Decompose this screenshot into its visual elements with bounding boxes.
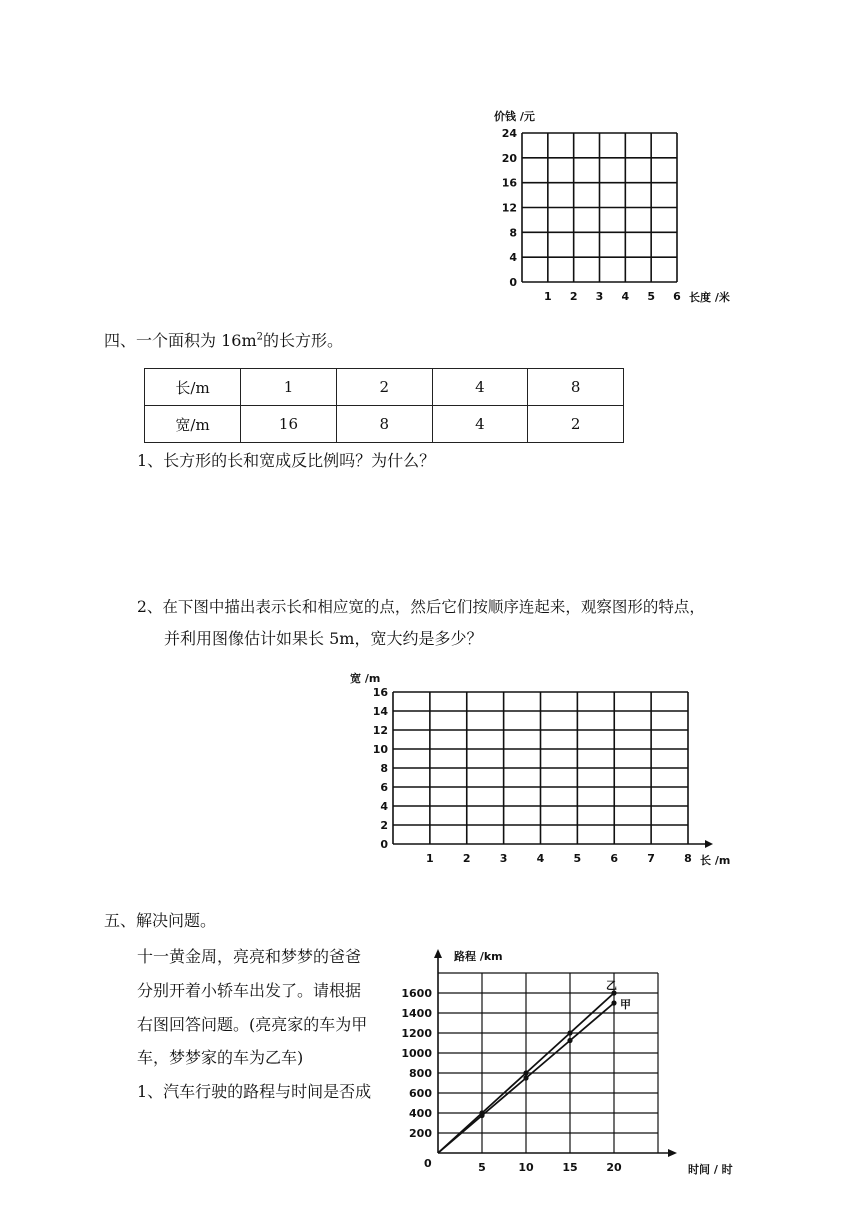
y-tick-label: 8	[509, 226, 517, 240]
section5-heading: 五、解决问题。	[104, 911, 217, 930]
y-tick-label: 2	[380, 819, 388, 832]
x-tick-label: 2	[462, 852, 471, 865]
y-tick-label: 12	[372, 724, 388, 737]
length-width-table	[144, 368, 624, 443]
y-tick-label: 16	[372, 686, 388, 699]
table-cell: 1	[241, 369, 337, 406]
chart3-xlabel: 时间 / 时	[688, 1163, 733, 1176]
series-label: 乙	[606, 979, 617, 992]
table-cell: 2	[528, 406, 624, 443]
chart2-x-arrowhead	[705, 840, 713, 848]
x-tick-label: 3	[499, 852, 508, 865]
table-cell: 8	[336, 406, 432, 443]
y-tick-label: 14	[372, 705, 388, 718]
y-tick-label: 400	[409, 1107, 432, 1120]
y-tick-label: 1200	[401, 1027, 432, 1040]
y-tick-label: 1600	[401, 987, 432, 1000]
x-tick-label: 10	[518, 1161, 534, 1174]
table-cell: 4	[432, 369, 528, 406]
x-tick-label: 5	[478, 1161, 486, 1174]
y-tick-label: 0	[509, 276, 517, 289]
chart3-y-arrowhead	[434, 949, 442, 958]
series-point	[523, 1070, 528, 1075]
x-tick-label: 4	[536, 852, 545, 865]
y-tick-label: 12	[501, 201, 517, 215]
table-cell: 宽/m	[145, 406, 241, 443]
x-tick-label: 2	[569, 290, 578, 303]
series-point	[611, 1000, 616, 1005]
chart3-x-arrowhead	[668, 1149, 677, 1157]
section5-para-line-5: 1、汽车行驶的路程与时间是否成	[137, 1082, 372, 1101]
y-tick-label: 24	[501, 127, 517, 140]
y-tick-label: 8	[380, 762, 388, 775]
x-tick-label: 20	[606, 1161, 622, 1174]
series-label: 甲	[620, 998, 631, 1011]
table-row-width	[145, 406, 624, 443]
chart2-xlabel: 长 /m	[700, 854, 731, 867]
chart3-origin-label: 0	[424, 1157, 432, 1170]
x-tick-label: 6	[673, 290, 681, 303]
chart1-ylabel: 价钱 /元	[494, 110, 535, 123]
table-cell: 4	[432, 406, 528, 443]
question-4-2-line2: 并利用图像估计如果长 5m，宽大约是多少？	[164, 629, 483, 648]
section4-heading-sup: 2	[256, 331, 263, 343]
series-point	[567, 1038, 572, 1043]
y-tick-label: 200	[409, 1127, 432, 1140]
x-tick-label: 1	[544, 290, 552, 303]
table-cell: 8	[528, 369, 624, 406]
y-tick-label: 0	[380, 838, 388, 851]
y-tick-label: 800	[409, 1067, 432, 1080]
x-tick-label: 7	[647, 852, 655, 865]
chart3-ylabel: 路程 /km	[454, 950, 503, 963]
y-tick-label: 16	[501, 176, 517, 190]
section5-para-line-3: 右图回答问题。(亮亮家的车为甲	[137, 1015, 368, 1034]
series-point	[479, 1113, 484, 1118]
section5-para-line-1: 十一黄金周，亮亮和梦梦的爸爸	[137, 947, 362, 966]
x-tick-label: 5	[573, 852, 582, 865]
table-cell: 长/m	[145, 369, 241, 406]
section4-heading-text: 四、一个面积为 16m	[104, 331, 257, 350]
y-tick-label: 4	[380, 800, 388, 813]
x-tick-label: 3	[595, 290, 604, 303]
y-tick-label: 600	[409, 1087, 432, 1100]
table-row-length	[145, 369, 624, 406]
y-tick-label: 1000	[401, 1047, 432, 1060]
question-4-2-line1: 2、在下图中描出表示长和相应宽的点，然后它们按顺序连起来，观察图形的特点，	[137, 598, 705, 616]
x-tick-label: 4	[621, 290, 630, 303]
y-tick-label: 1400	[401, 1007, 432, 1020]
y-tick-label: 10	[372, 743, 388, 756]
x-tick-label: 1	[426, 852, 434, 865]
y-tick-label: 20	[501, 151, 517, 165]
section4-heading	[104, 330, 343, 352]
y-tick-label: 4	[509, 251, 517, 265]
x-tick-label: 5	[647, 290, 655, 303]
series-point	[567, 1030, 572, 1035]
chart2-ylabel: 宽 /m	[350, 672, 381, 685]
x-tick-label: 15	[562, 1161, 578, 1174]
section4-heading-tail: 的长方形。	[263, 331, 344, 350]
table-cell: 16	[241, 406, 337, 443]
x-tick-label: 6	[610, 852, 619, 865]
table-cell: 2	[336, 369, 432, 406]
price-length-chart	[470, 100, 750, 310]
chart1-xlabel: 长度 /米	[689, 291, 730, 304]
width-length-chart	[345, 664, 745, 876]
y-tick-label: 6	[380, 781, 388, 794]
section5-para-line-2: 分别开着小轿车出发了。请根据	[137, 981, 362, 1000]
section5-para-line-4: 车，梦梦家的车为乙车)	[137, 1048, 304, 1067]
distance-time-chart	[396, 940, 776, 1180]
x-tick-label: 8	[684, 852, 692, 865]
question-4-1: 1、长方形的长和宽成反比例吗？为什么？	[137, 451, 436, 470]
series-point	[523, 1075, 528, 1080]
